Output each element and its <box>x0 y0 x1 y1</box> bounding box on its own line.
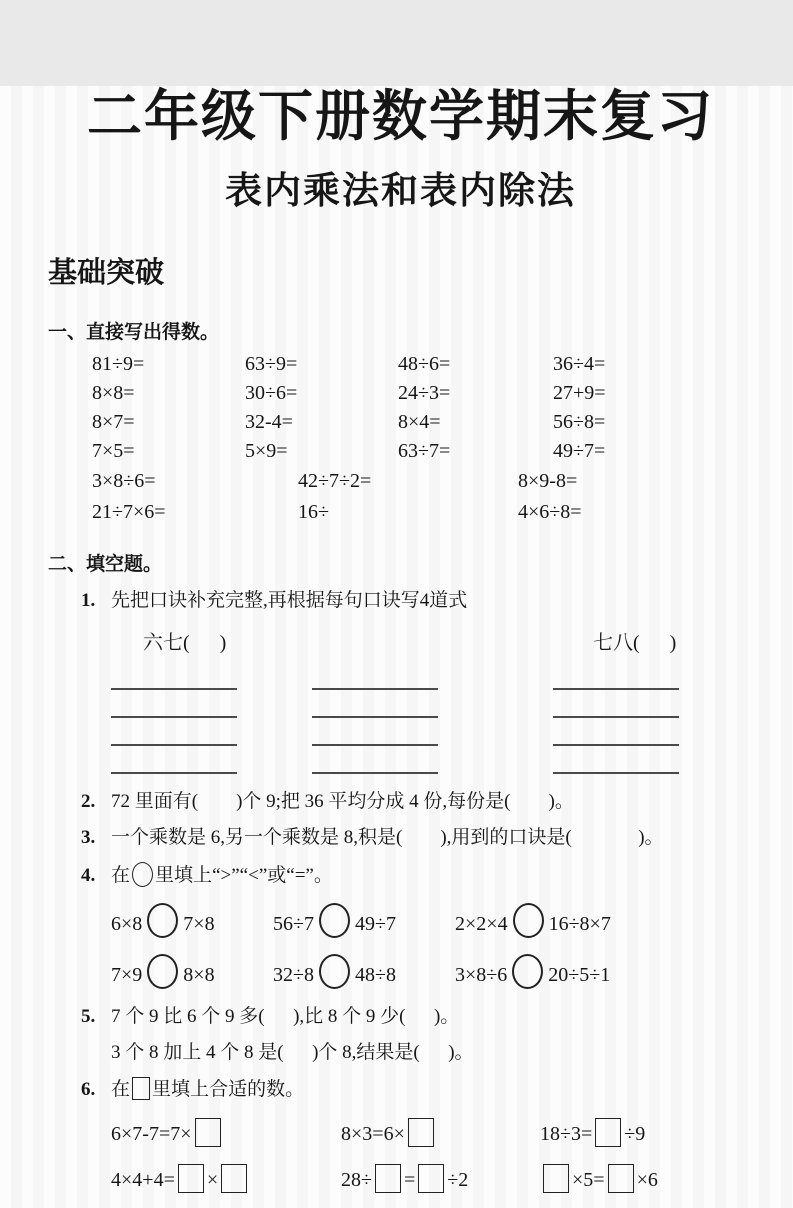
comparison-circle <box>147 903 178 938</box>
arithmetic-problem: 27+9= <box>553 381 606 404</box>
comparison-problem: 56÷7 49÷7 <box>273 903 455 941</box>
question-2-number: 2. <box>81 790 96 812</box>
section-header-basic-breakthrough: 基础突破 <box>48 256 165 289</box>
fill-in-box <box>543 1164 569 1193</box>
equation-problem: 6×7-7=7× <box>111 1118 341 1149</box>
answer-blank <box>111 693 312 721</box>
question-5 <box>81 1005 753 1028</box>
question-1-text: 先把口诀补充完整,再根据每句口诀写4道式 <box>111 589 468 611</box>
equation-grid <box>111 1118 753 1195</box>
answer-blank-line <box>553 772 679 774</box>
question-3-number: 3. <box>81 826 96 848</box>
answer-blank <box>312 693 553 721</box>
fill-in-box <box>221 1164 247 1193</box>
answer-blank-line <box>111 744 237 746</box>
answer-blank <box>553 693 753 721</box>
fill-in-box <box>178 1164 204 1193</box>
arithmetic-problem: 36÷4= <box>553 352 606 375</box>
answer-blank <box>312 749 553 777</box>
arithmetic-problem: 8×8= <box>92 381 135 404</box>
answer-blank <box>111 665 312 693</box>
comparison-circle <box>513 903 544 938</box>
arithmetic-problem: 32-4= <box>245 410 293 433</box>
comparison-grid <box>111 903 753 992</box>
equation-problem: 18÷3= ÷9 <box>540 1118 753 1149</box>
comparison-problem: 7×9 8×8 <box>111 954 273 992</box>
arithmetic-problem: 5×9= <box>245 439 288 462</box>
question-4-text: 在 里填上“>”“<”或“=”。 <box>111 865 333 886</box>
arithmetic-problem: 21÷7×6= <box>92 500 166 523</box>
comparison-problem: 32÷8 48÷8 <box>273 954 455 992</box>
fill-in-box <box>595 1118 621 1147</box>
question-5-number: 5. <box>81 1005 96 1027</box>
comparison-problem: 2×2×4 16÷8×7 <box>455 903 753 941</box>
fill-in-box <box>132 1077 150 1100</box>
arithmetic-grid-four-col <box>92 354 753 462</box>
answer-blank <box>553 665 753 693</box>
question-2-text: 72 里面有( )个 9;把 36 平均分成 4 份,每份是( )。 <box>111 790 574 812</box>
arithmetic-problem: 16÷ <box>298 500 329 523</box>
comparison-circle <box>319 954 350 989</box>
answer-blank-line <box>111 688 237 690</box>
fill-in-box <box>408 1118 434 1147</box>
part-one-heading: 一、直接写出得数。 <box>48 321 220 343</box>
question-6-number: 6. <box>81 1078 96 1100</box>
equation-problem: 28÷ = ÷2 <box>341 1164 540 1195</box>
arithmetic-problem: 3×8÷6= <box>92 469 156 492</box>
multiplication-rhyme-right: 七八( ) <box>593 631 677 654</box>
answer-blank <box>312 721 553 749</box>
question-3-text: 一个乘数是 6,另一个乘数是 8,积是( ),用到的口诀是( )。 <box>111 826 664 848</box>
fill-in-box <box>195 1118 221 1147</box>
answer-blank-line <box>553 716 679 718</box>
question-5-line1: 7 个 9 比 6 个 9 多( ),比 8 个 9 少( )。 <box>111 1005 460 1027</box>
arithmetic-problem: 49÷7= <box>553 439 606 462</box>
section-part-two <box>48 549 753 1195</box>
equation-problem: 4×4+4= × <box>111 1164 341 1195</box>
question-1-blank-lines <box>111 665 753 777</box>
comparison-circle <box>147 954 178 989</box>
question-6-text: 在 里填上合适的数。 <box>111 1078 305 1100</box>
arithmetic-problem: 8×7= <box>92 410 135 433</box>
arithmetic-problem: 56÷8= <box>553 410 606 433</box>
answer-blank-line <box>553 744 679 746</box>
question-3 <box>81 826 753 849</box>
equation-problem: ×5= ×6 <box>540 1164 753 1195</box>
question-6 <box>81 1077 753 1101</box>
worksheet-page <box>0 86 793 1208</box>
arithmetic-problem: 8×9-8= <box>518 469 578 492</box>
question-5-continued <box>81 1041 753 1064</box>
answer-blank-line <box>312 744 438 746</box>
answer-blank-line <box>312 688 438 690</box>
fill-in-box <box>608 1164 634 1193</box>
answer-blank-line <box>553 688 679 690</box>
arithmetic-problem: 48÷6= <box>398 352 451 375</box>
equation-problem: 8×3=6× <box>341 1118 540 1149</box>
arithmetic-problem: 4×6÷8= <box>518 500 582 523</box>
page-title: 二年级下册数学期末复习 <box>86 86 714 147</box>
question-2 <box>81 790 753 813</box>
answer-blank <box>312 665 553 693</box>
question-5-line2: 3 个 8 加上 4 个 8 是( )个 8,结果是( )。 <box>111 1041 474 1063</box>
arithmetic-problem: 81÷9= <box>92 352 145 375</box>
comparison-circle <box>512 954 543 989</box>
part-two-heading: 二、填空题。 <box>48 553 163 575</box>
fill-in-box <box>418 1164 444 1193</box>
arithmetic-problem: 30÷6= <box>245 381 298 404</box>
multiplication-rhyme-left: 六七( ) <box>143 631 227 654</box>
arithmetic-problem: 7×5= <box>92 439 135 462</box>
arithmetic-problem: 24÷3= <box>398 381 451 404</box>
arithmetic-problem: 63÷7= <box>398 439 451 462</box>
comparison-problem: 6×8 7×8 <box>111 903 273 941</box>
answer-blank <box>553 721 753 749</box>
answer-blank-line <box>111 772 237 774</box>
answer-blank <box>111 721 312 749</box>
fill-in-box <box>375 1164 401 1193</box>
answer-blank <box>111 749 312 777</box>
question-1-phrases <box>143 626 753 655</box>
comparison-circle <box>132 862 153 887</box>
question-1-number: 1. <box>81 589 96 611</box>
answer-blank-line <box>111 716 237 718</box>
answer-blank-line <box>312 772 438 774</box>
arithmetic-problem: 63÷9= <box>245 352 298 375</box>
comparison-circle <box>319 903 350 938</box>
question-1 <box>81 589 753 612</box>
question-4 <box>81 862 753 887</box>
comparison-problem: 3×8÷6 20÷5÷1 <box>455 954 753 992</box>
arithmetic-problem: 42÷7÷2= <box>298 469 372 492</box>
answer-blank-line <box>312 716 438 718</box>
arithmetic-grid-three-col <box>92 471 753 523</box>
section-part-one <box>48 317 753 523</box>
answer-blank <box>553 749 753 777</box>
arithmetic-problem: 8×4= <box>398 410 441 433</box>
question-4-number: 4. <box>81 864 96 886</box>
page-subtitle: 表内乘法和表内除法 <box>225 170 576 212</box>
